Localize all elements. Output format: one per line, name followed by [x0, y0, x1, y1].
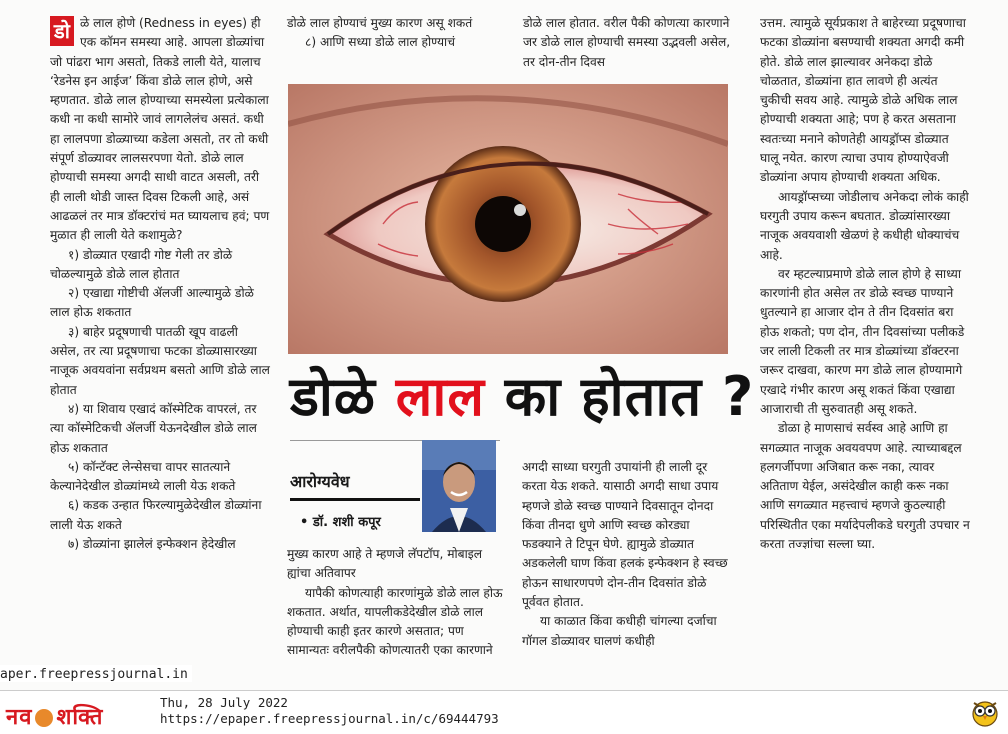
epaper-link[interactable]: https://epaper.freepressjournal.in/c/69444793 [160, 711, 499, 726]
footer-bar [0, 690, 1008, 734]
cause-item-3: ३) बाहेर प्रदूषणाची पातळी खूप वाढली असेल, तर त्या प्रदूषणाचा फटका डोळ्यासारख्या नाजूक अवयवांना सर्वप्रथम बसतो आणि डोळे लाल होतात [50, 324, 270, 397]
cause-item-8: ८) आणि सध्या डोळे लाल होण्याचं [305, 35, 455, 50]
cause-item-2: २) एखाद्या गोष्टीची ॲलर्जी आल्यामुळे डोळे लाल होऊ शकतात [50, 286, 254, 320]
col3-bottom-text-2: या काळात किंवा कधीही चांगल्या दर्जाचा गॉगल डोळ्यावर घालणं कधीही [522, 614, 717, 648]
navshakti-logo[interactable] [6, 701, 103, 731]
headline-word-1: डोळे [290, 365, 396, 428]
col2-text: डोळे लाल होण्याचं मुख्य कारण असू शकतं [287, 16, 473, 30]
article-column-3-top [523, 14, 733, 72]
red-eye-photo [288, 84, 728, 354]
article-column-2-bottom [287, 545, 507, 661]
col2-bottom-text-2: यापैकी कोणत्याही कारणांमुळे डोळे लाल होऊ शकतात. अर्थात, यापलीकडेदेखील डोळे लाल होण्याची काही इतर कारणे असतात; पण सामान्यतः वरीलपैकी कोणत्यातरी एका कारणाने [287, 585, 503, 658]
col4-text-2: आयड्रॉप्सच्या जोडीलाच अनेकदा लोकं काही घरगुती उपाय करून बघतात. डोळ्यांसारख्या नाजूक अवयवाशी खेळणं हे कधीही धोक्याचंच आहे. [760, 189, 969, 262]
col4-text-4: डोळा हे माणसाचं सर्वस्व आहे आणि हा सगळ्यात नाजूक अवयवपण आहे. त्याच्याबद्दल हलगर्जीपणा अजिबात करू नका, त्यावर अतिताण येईल, असंदेखील काही करू नका आणि सगळ्यात महत्त्वाचं म्हणजे कुठल्याही परिस्थितीत एका मर्यादेपलीकडे घरगुती उपचार न करता तज्ज्ञांचा सल्ला घ्या. [760, 421, 970, 552]
col3-text: डोळे लाल होतात. वरील पैकी कोणत्या कारणाने जर डोळे लाल होण्याची समस्या उद्भवली असेल, तर दोन-तीन दिवस [523, 16, 731, 69]
article-column-1 [50, 14, 270, 554]
author-portrait [422, 440, 496, 532]
intro-paragraph: ळे लाल होणे (Redness in eyes) ही एक कॉमन समस्या आहे. आपला डोळ्यांचा जो पांढरा भाग असतो, तिकडे लाली येते, यालाच ‘रेडनेस इन आईज’ किंवा डोळे लाल होणे, असे म्हणतात. डोळे लाल होण्याच्या समस्येला प्रत्येकाला कधी ना कधी सामोरे जावं लागलेलंच असतं. कधी हा लालपणा डोळ्याच्या कडेला असतो, तर तो कधी संपूर्ण डोळ्यावर लालसरपणा येतो. डोळे लाल होण्याची समस्या अगदी साधी वाटत असली, तरी ही लाली थोडी जास्त दिवस टिकली आहे, असं आढळलं तर मात्र डॉक्टरांचं मत घ्यायलाच हवं; पण मुळात ही लाली येते कशामुळे? [50, 16, 270, 243]
section-label: आरोग्यवेध [290, 470, 420, 501]
footer-meta [160, 695, 499, 727]
article-column-2-top [287, 14, 507, 53]
goddess-emblem-icon [35, 709, 53, 727]
article-column-4 [760, 14, 970, 554]
cause-item-1: १) डोळ्यात एखादी गोष्ट गेली तर डोळे चोळल्यामुळे डोळे लाल होतात [50, 247, 233, 281]
cause-item-5: ५) कॉन्टॅक्ट लेन्सेसचा वापर सातत्याने केल्यानेदेखील डोळ्यांमध्ये लाली येऊ शकते [50, 459, 236, 494]
drop-cap: डो [50, 16, 74, 46]
col3-bottom-text-1: अगदी साध्या घरगुती उपायांनी ही लाली दूर करता येऊ शकते. यासाठी अगदी साधा उपाय म्हणजे डोळे स्वच्छ पाण्याने दिवसातून दोनदा किंवा तीनदा धुणे आणि स्वच्छ कोरड्या फडक्याने ते टिपून घेणे. ह्यामुळे डोळ्यात अडकलेली घाण किंवा हलकं इन्फेक्शन हे स्वच्छ होऊन साधारणपणे दोन-तीन दिवसांत डोळे पूर्ववत होतात. [522, 460, 728, 610]
logo-text-left: नव [6, 705, 33, 730]
epaper-url-strip: aper.freepressjournal.in [0, 665, 192, 682]
cause-item-4: ४) या शिवाय एखादं कॉस्मेटिक वापरलं, तर त्या कॉस्मेटिकची ॲलर्जी येऊनदेखील डोळे लाल होऊ शकतात [50, 401, 257, 455]
headline [290, 362, 755, 432]
cause-item-7: ७) डोळ्यांना झालेलं इन्फेक्शन हेदेखील [68, 537, 236, 552]
article-column-3-bottom [522, 458, 732, 651]
logo-text-right: शक्ति [56, 705, 104, 730]
owl-icon[interactable] [970, 697, 1000, 727]
byline: • डॉ. शशी कपूर [300, 515, 381, 530]
headline-red-word: लाल [395, 365, 485, 428]
headline-rest: का होतात ? [504, 365, 755, 428]
publication-date: Thu, 28 July 2022 [160, 695, 288, 710]
col2-bottom-text-1: मुख्य कारण आहे ते म्हणजे लॅपटॉप, मोबाइल ह्यांचा अतिवापर [287, 547, 483, 581]
cause-item-6: ६) कडक उन्हात फिरल्यामुळेदेखील डोळ्यांना लाली येऊ शकते [50, 498, 262, 532]
col4-text-1: उत्तम. त्यामुळे सूर्यप्रकाश ते बाहेरच्या प्रदूषणाचा फटका डोळ्यांना बसण्याची शक्यता अगदी कमी होते. डोळे लाल झाल्यावर अनेकदा डोळे चोळतात, डोळ्यांना हात लावणे ही अत्यंत चुकीची सवय आहे. त्यामुळे डोळे अधिक लाल होण्याची शक्यता आहे; पण हे करत असताना स्वतःच्या मनाने कोणतेही आयड्रॉप्स डोळ्यात घालू नयेत. कारण त्याचा उपाय होण्याऐवजी डोळ्यांना अपाय होण्याची शक्यता अधिक. [760, 16, 966, 185]
col4-text-3: वर म्हटल्याप्रमाणे डोळे लाल होणे हे साध्या कारणांनी होत असेल तर डोळे स्वच्छ पाण्याने धुतल्याने हा आजार दोन ते तीन दिवसांत बरा होऊ शकतो; पण दोन, तीन दिवसांच्या पलीकडे जर लाली टिकली तर मात्र डोळ्यांच्या डॉक्टरना जरूर दाखवा, कारण मग डोळे लाल होण्यामागे एखादे गंभीर कारण असू शकतं किंवा एखाद्या आजाराची ती सुरुवातही असू शकते. [760, 266, 965, 416]
